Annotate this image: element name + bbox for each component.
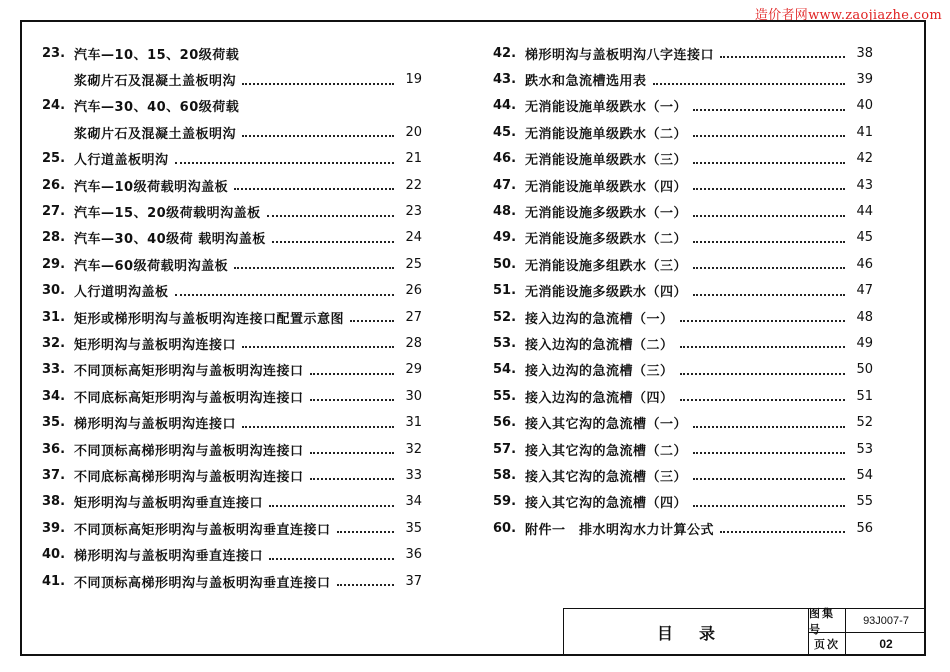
toc-entry <box>42 462 422 488</box>
toc-entry <box>493 409 873 435</box>
toc-entry-page: 36 <box>405 547 422 563</box>
toc-entry-page: 44 <box>856 204 873 220</box>
toc-entry-title: 跌水和急流槽选用表 <box>525 74 647 90</box>
toc-entry-title: 不同顶标高梯形明沟与盖板明沟垂直连接口 <box>74 575 331 591</box>
toc-entry-title: 浆砌片石及混凝土盖板明沟 <box>74 126 237 142</box>
toc-entry-page: 48 <box>856 309 873 325</box>
atlas-number-label: 图集号 <box>809 609 846 632</box>
toc-entry-number: 26. <box>42 177 66 193</box>
toc-entry-page: 52 <box>856 415 873 431</box>
toc-entry-title: 无消能设施单级跌水（一） <box>525 100 688 116</box>
toc-entry <box>493 119 873 145</box>
toc-dot-leader <box>693 215 845 217</box>
toc-entry <box>42 568 422 594</box>
toc-entry <box>42 66 422 92</box>
toc-entry-number: 48. <box>493 204 517 220</box>
toc-entry <box>42 515 422 541</box>
toc-entry-page: 46 <box>856 256 873 272</box>
toc-entry-number: 58. <box>493 467 517 483</box>
toc-dot-leader <box>269 558 394 560</box>
toc-entry-title: 不同底标高梯形明沟与盖板明沟连接口 <box>74 469 304 485</box>
page-number-value: 02 <box>879 636 893 651</box>
toc-entry-page: 28 <box>405 335 422 351</box>
toc-entry-number: 53. <box>493 335 517 351</box>
toc-entry-number: 44. <box>493 98 517 114</box>
toc-entry <box>42 489 422 515</box>
toc-entry <box>493 66 873 92</box>
toc-entry-page: 38 <box>856 45 873 61</box>
toc-entry-page: 35 <box>405 520 422 536</box>
toc-entry <box>42 119 422 145</box>
toc-entry-number: 29. <box>42 256 66 272</box>
toc-entry <box>42 357 422 383</box>
toc-entry-title: 接入边沟的急流槽（一） <box>525 311 674 327</box>
toc-entry-number: 36. <box>42 441 66 457</box>
toc-dot-leader <box>337 584 394 586</box>
toc-entry-title: 梯形明沟与盖板明沟八字连接口 <box>525 47 715 63</box>
page-number-label: 页次 <box>809 632 846 655</box>
atlas-number-row <box>809 606 926 636</box>
toc-entry-page: 55 <box>856 494 873 510</box>
toc-entry <box>42 409 422 435</box>
toc-entry-title: 汽车—10级荷载明沟盖板 <box>74 179 229 195</box>
toc-entry <box>493 436 873 462</box>
toc-entry-title: 矩形明沟与盖板明沟连接口 <box>74 337 237 353</box>
toc-entry-number: 52. <box>493 309 517 325</box>
toc-entry <box>493 383 873 409</box>
toc-dot-leader <box>693 505 845 507</box>
toc-entry-number: 46. <box>493 151 517 167</box>
toc-dot-leader <box>693 267 845 269</box>
toc-entry-number: 54. <box>493 362 517 378</box>
toc-entry-number: 51. <box>493 283 517 299</box>
toc-entry <box>493 278 873 304</box>
toc-entry-title: 无消能设施单级跌水（二） <box>525 126 688 142</box>
toc-entry-page: 56 <box>856 520 873 536</box>
toc-entry-title: 汽车—30、40级荷 载明沟盖板 <box>74 232 266 248</box>
toc-entry-title: 梯形明沟与盖板明沟垂直连接口 <box>74 549 264 565</box>
toc-entry-number: 23. <box>42 45 66 61</box>
toc-entry-title: 附件一 排水明沟水力计算公式 <box>525 522 715 538</box>
toc-entry-title: 不同底标高矩形明沟与盖板明沟连接口 <box>74 390 304 406</box>
toc-entry-page: 42 <box>856 151 873 167</box>
toc-entry-page: 43 <box>856 177 873 193</box>
toc-entry-title: 无消能设施单级跌水（四） <box>525 179 688 195</box>
toc-entry-number: 24. <box>42 98 66 114</box>
toc-entry-number: 37. <box>42 467 66 483</box>
toc-entry <box>493 330 873 356</box>
toc-dot-leader <box>310 399 394 401</box>
toc-entry-title: 人行道盖板明沟 <box>74 153 169 169</box>
toc-entry-title: 接入其它沟的急流槽（二） <box>525 443 688 459</box>
toc-entry-number: 39. <box>42 520 66 536</box>
toc-entry-title: 不同顶标高矩形明沟与盖板明沟连接口 <box>74 364 304 380</box>
toc-dot-leader <box>269 505 394 507</box>
toc-entry <box>42 436 422 462</box>
toc-dot-leader <box>693 188 845 190</box>
toc-left-column <box>42 40 422 594</box>
toc-dot-leader <box>242 426 394 428</box>
toc-entry-page: 47 <box>856 283 873 299</box>
toc-entry-page: 20 <box>405 124 422 140</box>
toc-entry <box>42 383 422 409</box>
toc-dot-leader <box>680 399 845 401</box>
toc-entry <box>42 146 422 172</box>
toc-entry <box>493 304 873 330</box>
watermark: 造价者网www.zaojiazhe.com <box>754 8 942 23</box>
toc-dot-leader <box>234 267 394 269</box>
toc-entry-number: 42. <box>493 45 517 61</box>
toc-entry <box>493 172 873 198</box>
toc-dot-leader <box>693 452 845 454</box>
toc-entry <box>42 278 422 304</box>
toc-entry-title: 不同顶标高梯形明沟与盖板明沟连接口 <box>74 443 304 459</box>
toc-entry-page: 54 <box>856 467 873 483</box>
toc-entry-title: 无消能设施多组跌水（三） <box>525 258 688 274</box>
toc-entry-title: 汽车—10、15、20级荷载 <box>74 47 240 63</box>
toc-entry-page: 37 <box>405 573 422 589</box>
toc-dot-leader <box>350 320 394 322</box>
toc-entry <box>493 146 873 172</box>
toc-entry-title: 接入边沟的急流槽（二） <box>525 337 674 353</box>
toc-entry-page: 39 <box>856 72 873 88</box>
toc-entry <box>493 515 873 541</box>
toc-entry-title: 接入边沟的急流槽（四） <box>525 390 674 406</box>
toc-entry <box>42 304 422 330</box>
toc-dot-leader <box>234 188 394 190</box>
toc-entry-number: 40. <box>42 547 66 563</box>
toc-entry-number: 47. <box>493 177 517 193</box>
toc-dot-leader <box>310 373 394 375</box>
toc-entry <box>493 225 873 251</box>
toc-entry <box>42 330 422 356</box>
toc-entry <box>493 357 873 383</box>
toc-entry-title: 不同顶标高矩形明沟与盖板明沟垂直连接口 <box>74 522 331 538</box>
toc-dot-leader <box>653 83 845 85</box>
toc-dot-leader <box>693 294 845 296</box>
toc-entry-number: 55. <box>493 388 517 404</box>
toc-entry-number: 31. <box>42 309 66 325</box>
title-block-title: 目录 <box>656 623 741 643</box>
toc-entry-title: 接入其它沟的急流槽（四） <box>525 496 688 512</box>
toc-entry-number: 33. <box>42 362 66 378</box>
toc-entry-title: 无消能设施多级跌水（四） <box>525 285 688 301</box>
toc-entry-page: 50 <box>856 362 873 378</box>
toc-entry-page: 51 <box>856 388 873 404</box>
toc-entry <box>42 251 422 277</box>
toc-dot-leader <box>242 83 394 85</box>
toc-dot-leader <box>175 162 394 164</box>
toc-dot-leader <box>693 109 845 111</box>
toc-dot-leader <box>175 294 394 296</box>
toc-entry-title: 矩形或梯形明沟与盖板明沟连接口配置示意图 <box>74 311 345 327</box>
toc-dot-leader <box>693 241 845 243</box>
toc-entry-number: 28. <box>42 230 66 246</box>
toc-entry <box>493 489 873 515</box>
title-block-side <box>808 606 926 655</box>
toc-entry-title: 接入边沟的急流槽（三） <box>525 364 674 380</box>
toc-dot-leader <box>680 373 845 375</box>
toc-entry-number: 27. <box>42 204 66 220</box>
toc-entry-title: 浆砌片石及混凝土盖板明沟 <box>74 74 237 90</box>
toc-dot-leader <box>267 215 394 217</box>
toc-entry-page: 31 <box>405 415 422 431</box>
toc-entry-page: 49 <box>856 335 873 351</box>
toc-entry-number: 49. <box>493 230 517 246</box>
toc-entry-number: 38. <box>42 494 66 510</box>
title-block <box>563 608 925 655</box>
toc-entry <box>42 93 422 119</box>
toc-entry-number: 25. <box>42 151 66 167</box>
toc-dot-leader <box>693 426 845 428</box>
toc-entry-title: 人行道明沟盖板 <box>74 285 169 301</box>
toc-entry-number: 50. <box>493 256 517 272</box>
toc-dot-leader <box>310 478 394 480</box>
toc-dot-leader <box>693 478 845 480</box>
toc-entry-number: 45. <box>493 124 517 140</box>
toc-dot-leader <box>242 135 394 137</box>
toc-entry-page: 53 <box>856 441 873 457</box>
toc-entry-page: 40 <box>856 98 873 114</box>
toc-entry-title: 无消能设施多级跌水（一） <box>525 206 688 222</box>
toc-entry <box>493 93 873 119</box>
toc-entry-page: 19 <box>405 72 422 88</box>
toc-entry-title: 汽车—60级荷载明沟盖板 <box>74 258 229 274</box>
toc-entry-page: 45 <box>856 230 873 246</box>
toc-entry-title: 接入其它沟的急流槽（三） <box>525 469 688 485</box>
toc-entry-title: 矩形明沟与盖板明沟垂直连接口 <box>74 496 264 512</box>
toc-entry-page: 32 <box>405 441 422 457</box>
toc-dot-leader <box>720 56 845 58</box>
toc-entry-page: 27 <box>405 309 422 325</box>
toc-dot-leader <box>242 346 394 348</box>
toc-entry-title: 无消能设施多级跌水（二） <box>525 232 688 248</box>
toc-entry-title: 汽车—15、20级荷载明沟盖板 <box>74 206 261 222</box>
toc-dot-leader <box>272 241 394 243</box>
toc-entry-number: 41. <box>42 573 66 589</box>
toc-dot-leader <box>310 452 394 454</box>
toc-entry-number: 43. <box>493 72 517 88</box>
toc-entry-title: 汽车—30、40、60级荷载 <box>74 100 240 116</box>
toc-entry <box>493 198 873 224</box>
toc-entry <box>493 40 873 66</box>
toc-dot-leader <box>693 135 845 137</box>
toc-entry <box>42 172 422 198</box>
toc-entry <box>493 462 873 488</box>
toc-entry-page: 21 <box>405 151 422 167</box>
toc-entry-title: 梯形明沟与盖板明沟连接口 <box>74 417 237 433</box>
toc-dot-leader <box>720 531 845 533</box>
toc-entry <box>42 225 422 251</box>
toc-dot-leader <box>680 320 845 322</box>
toc-entry-page: 22 <box>405 177 422 193</box>
toc-entry-number: 34. <box>42 388 66 404</box>
toc-right-column <box>493 40 873 541</box>
toc-dot-leader <box>693 162 845 164</box>
page-number-row <box>809 632 926 655</box>
toc-entry-page: 34 <box>405 494 422 510</box>
toc-entry-number: 57. <box>493 441 517 457</box>
toc-entry-page: 29 <box>405 362 422 378</box>
toc-entry-page: 25 <box>405 256 422 272</box>
toc-entry-title: 接入其它沟的急流槽（一） <box>525 417 688 433</box>
toc-entry-page: 30 <box>405 388 422 404</box>
toc-dot-leader <box>337 531 394 533</box>
toc-entry <box>42 541 422 567</box>
toc-entry-page: 26 <box>405 283 422 299</box>
toc-dot-leader <box>680 346 845 348</box>
toc-entry-page: 23 <box>405 204 422 220</box>
toc-entry-title: 无消能设施单级跌水（三） <box>525 153 688 169</box>
toc-entry-number: 56. <box>493 415 517 431</box>
toc-entry-number: 35. <box>42 415 66 431</box>
toc-entry <box>42 40 422 66</box>
toc-entry-number: 30. <box>42 283 66 299</box>
toc-entry-page: 41 <box>856 124 873 140</box>
toc-entry-number: 32. <box>42 335 66 351</box>
toc-entry-page: 24 <box>405 230 422 246</box>
toc-entry <box>42 198 422 224</box>
toc-entry-number: 60. <box>493 520 517 536</box>
toc-entry-number: 59. <box>493 494 517 510</box>
toc-entry-page: 33 <box>405 467 422 483</box>
atlas-number-value: 93J007-7 <box>863 614 909 627</box>
toc-entry <box>493 251 873 277</box>
